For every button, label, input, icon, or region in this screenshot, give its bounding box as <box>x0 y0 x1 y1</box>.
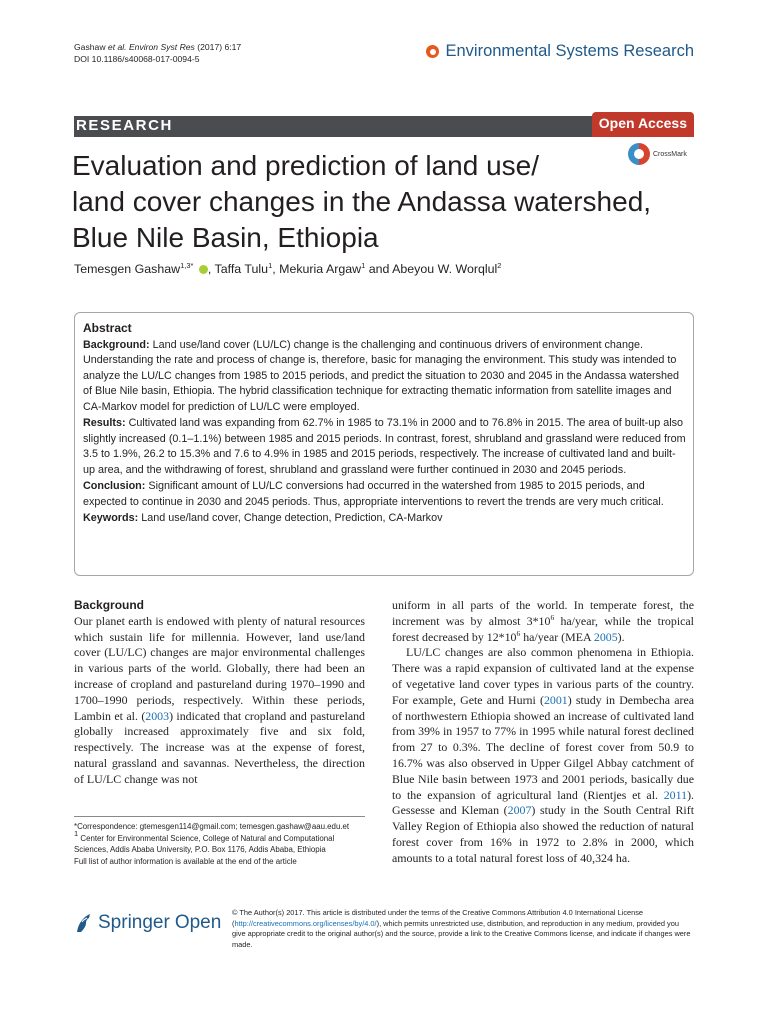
citation-year: (2017) 6:17 <box>197 42 242 52</box>
section-heading: Background <box>74 598 145 612</box>
author-list <box>74 262 501 276</box>
license-link[interactable]: http://creativecommons.org/licenses/by/4.0/ <box>234 918 377 928</box>
body-paragraph <box>74 614 365 788</box>
author-name[interactable]: Temesgen Gashaw <box>74 262 181 276</box>
body-paragraph <box>392 645 694 866</box>
journal-logo-icon <box>426 45 439 58</box>
body-text: ha/year (MEA <box>520 629 594 644</box>
body-text: ). Gessesse and Kleman ( <box>392 787 694 818</box>
body-text: ). <box>617 629 625 644</box>
body-text: LU/LC changes are also common phenomena in Ethiopia. There was a rapid expansion of cultivated land at the expense of vegetative land cover types in various parts of the country. For example, Gete and Hurni ( <box>392 645 694 707</box>
superscript: 1 <box>74 828 79 838</box>
abstract-text: Significant amount of LU/LC conversions had occurred in the watershed from 1985 to 2015 periods, and expected to continue in 2030 and 2045 periods. Thus, appropriate interventions to revert the trends are very much critical. <box>83 480 664 508</box>
correspondence-note: *Correspondence: gtemesgen114@gmail.com; temesgen.gashaw@aau.edu.et <box>74 822 350 831</box>
body-text: uniform in all parts of the world. In temperate forest, the increment was by almost 3*10 <box>392 598 694 628</box>
springer-word: Springer <box>98 912 170 933</box>
superscript: 6 <box>550 612 555 622</box>
affiliation-text: Center for Environmental Science, College of Natural and Computational Sciences, Addis Ababa University, P.O. Box 1176, Addis Ababa, Ethiopia <box>74 833 335 855</box>
article-title <box>72 148 692 256</box>
title-line-1: Evaluation and prediction of land use/ <box>72 150 539 181</box>
title-line-3: Blue Nile Basin, Ethiopia <box>72 222 379 253</box>
body-paragraph <box>392 598 694 645</box>
abstract-label: Conclusion: <box>83 480 146 492</box>
author-affiliation-sup: 1 <box>361 261 366 270</box>
author-affiliation-sup: 2 <box>497 261 502 270</box>
author-info-note: Full list of author information is available at the end of the article <box>74 856 297 866</box>
superscript: 6 <box>516 628 521 638</box>
abstract-keywords <box>83 511 686 527</box>
author-name[interactable]: , Taffa Tulu <box>207 262 269 276</box>
author-name[interactable]: , Mekuria Argaw <box>272 262 362 276</box>
body-text: Our planet earth is endowed with plenty of natural resources which sustain life for millennia. However, land use/land cover (LU/LC) changes are major environmental challenges in various parts of the world. Globally, there had been an increase of cropland and pastureland during 1970–1990 and 1700–1990 periods, respectively. Within these periods, Lambin et al. ( <box>74 613 365 723</box>
reference-link[interactable]: 2011 <box>663 787 688 802</box>
body-text: ha/year, while the tropical forest decreased by 12*10 <box>392 613 694 644</box>
citation-authors: Gashaw <box>74 42 106 52</box>
affiliation-note <box>74 828 365 856</box>
body-text: ) indicated that cropland and pastureland globally increased approximately five and six fold, respectively. The increase was at the expense of forest, natural grassland and savannas. Nevertheless, the direction of LU/LC change was not <box>74 708 366 786</box>
abstract-text: Land use/land cover, Change detection, Prediction, CA-Markov <box>138 512 443 524</box>
doi[interactable]: DOI 10.1186/s40068-017-0094-5 <box>74 54 200 64</box>
crossmark-button[interactable] <box>628 143 687 165</box>
springer-open-logo[interactable] <box>74 912 221 934</box>
orcid-icon[interactable] <box>199 265 208 274</box>
article-citation <box>74 41 241 65</box>
title-line-2: land cover changes in the Andassa watershed, <box>72 186 652 217</box>
body-column-left <box>74 598 365 788</box>
abstract-heading: Abstract <box>83 321 132 335</box>
footnotes <box>74 816 365 867</box>
crossmark-label: CrossMark <box>653 150 687 158</box>
reference-link[interactable]: 2003 <box>145 708 170 723</box>
abstract-results <box>83 416 686 478</box>
license-text: © The Author(s) 2017. This article is distributed under the terms of the Creative Commons Attribution 4.0 International License ( <box>232 908 644 928</box>
author-name[interactable]: and Abeyou W. Worqlul <box>365 262 498 276</box>
journal-title[interactable] <box>426 42 694 61</box>
abstract-conclusion <box>83 479 686 510</box>
abstract-label: Results: <box>83 417 126 429</box>
open-word: Open <box>174 912 222 933</box>
reference-link[interactable]: 2005 <box>593 629 618 644</box>
body-text: ) study in the South Central Rift Valley Region of Ethiopia also showed the reduction of natural forest cover from 16% in 1972 to 2.8% in 2000, which amounts to a total natural forest loss of 40,324 ha. <box>392 803 694 865</box>
body-text: ) study in Dembecha area of northwestern Ethiopia showed an increase of cultivated land from 39% in 1957 to 77% in 1995 while natural forest declined from 27 to 0.3%. The decline of forest cover from 50.9 to 16.7% was also observed in Upper Gilgel Abbay catchment of Blue Nile basin between 1973 and 2001 periods, basically due to the expansion of agricultural land (Rientjes et al. <box>392 692 694 802</box>
springer-horse-icon <box>74 912 92 934</box>
license-statement <box>232 908 694 950</box>
crossmark-icon <box>628 143 650 165</box>
article-type-label: RESEARCH <box>76 117 173 134</box>
reference-link[interactable]: 2001 <box>543 692 568 707</box>
body-column-right <box>392 598 694 867</box>
abstract-text: Land use/land cover (LU/LC) change is the challenging and continuous drivers of environment change. Understanding the rate and process of change is, therefore, basic for managing the environment. This study was intended to analyze the LU/LC changes from 1985 to 2015 periods, and predict the situation to 2030 and 2045 in the Andassa watershed of Blue Nile basin, Ethiopia. The hybrid classification technique for extracting thematic information from satellite images and CA-Markov model for prediction of LU/LC were employed. <box>83 338 680 413</box>
abstract-label: Background: <box>83 338 150 351</box>
abstract-label: Keywords: <box>83 512 139 524</box>
reference-link[interactable]: 2007 <box>507 803 532 818</box>
citation-journal: et al. Environ Syst Res <box>107 42 195 52</box>
author-affiliation-sup: 1,3* <box>180 261 194 270</box>
abstract-background <box>83 338 686 416</box>
abstract-text: Cultivated land was expanding from 62.7% in 1985 to 73.1% in 2000 and to 76.8% in 2015. The area of built-up also slightly increased (0.1–1.1%) between 1985 and 2015 periods. In contrast, forest, shrubland and grassland were reduced from 3.5 to 1.9%, 26.2 to 15.3% and 7.6 to 4.9% in 1985 and 2015 periods, respectively. The increase of cultivated land and built-up area, and the withdrawing of forest, shrubland and grassland were further continued in 2030 and 2045 periods. <box>83 417 686 476</box>
article-type-banner <box>74 116 694 137</box>
journal-name: Environmental Systems Research <box>445 42 694 60</box>
author-affiliation-sup: 1 <box>268 261 273 270</box>
license-text: ), which permits unrestricted use, distribution, and reproduction in any medium, provided you give appropriate credit to the original author(s) and the source, provide a link to the Creative Commons license, and indicate if changes were made. <box>232 918 691 949</box>
open-access-badge: Open Access <box>592 112 694 137</box>
abstract-box <box>74 312 694 576</box>
